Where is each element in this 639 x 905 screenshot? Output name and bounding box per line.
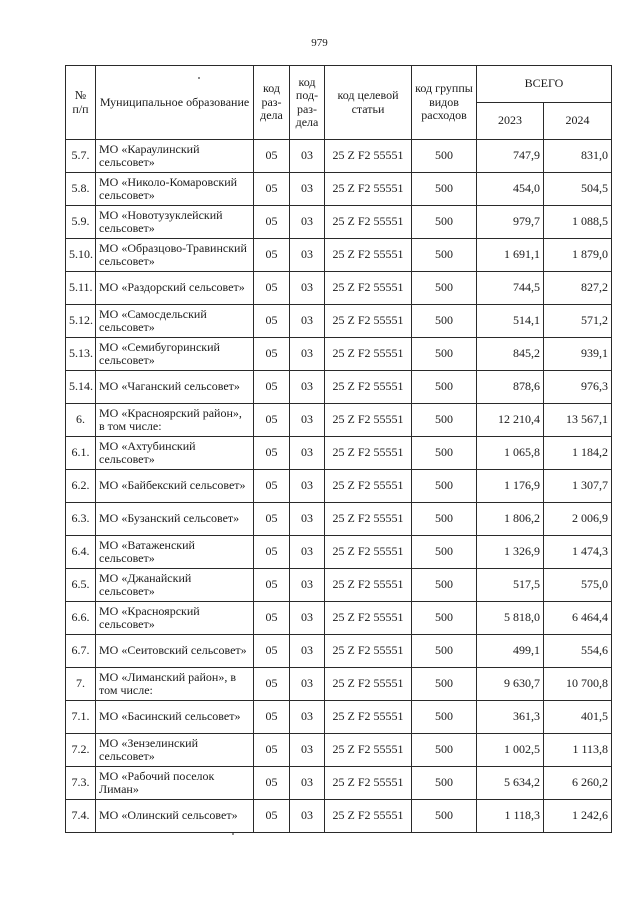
cell-municipality: МО «Раздорский сельсовет» [96, 272, 254, 305]
cell-municipality: МО «Ватаженский сельсовет» [96, 536, 254, 569]
cell-amount-2023: 517,5 [477, 569, 544, 602]
cell-num: 6.2. [66, 470, 96, 503]
cell-subsection: 03 [290, 338, 325, 371]
cell-section: 05 [254, 602, 290, 635]
cell-amount-2024: 554,6 [544, 635, 612, 668]
scan-speck [198, 77, 200, 79]
cell-subsection: 03 [290, 536, 325, 569]
table-row [66, 140, 612, 173]
cell-amount-2024: 1 474,3 [544, 536, 612, 569]
cell-section: 05 [254, 272, 290, 305]
cell-municipality: МО «Новотузуклейский сельсовет» [96, 206, 254, 239]
cell-municipality: МО «Басинский сельсовет» [96, 701, 254, 734]
cell-subsection: 03 [290, 602, 325, 635]
table-row [66, 305, 612, 338]
cell-target-article: 25 Z F2 55551 [325, 569, 412, 602]
cell-num: 6.1. [66, 437, 96, 470]
scan-speck [232, 833, 234, 835]
cell-municipality: МО «Красноярский сельсовет» [96, 602, 254, 635]
cell-num: 7.2. [66, 734, 96, 767]
table-row [66, 734, 612, 767]
cell-target-article: 25 Z F2 55551 [325, 602, 412, 635]
cell-amount-2023: 5 818,0 [477, 602, 544, 635]
table-row [66, 437, 612, 470]
cell-subsection: 03 [290, 305, 325, 338]
cell-amount-2023: 12 210,4 [477, 404, 544, 437]
cell-municipality: МО «Николо-Комаровский сельсовет» [96, 173, 254, 206]
cell-amount-2023: 979,7 [477, 206, 544, 239]
cell-subsection: 03 [290, 668, 325, 701]
cell-num: 5.13. [66, 338, 96, 371]
cell-expense-group: 500 [412, 206, 477, 239]
cell-amount-2023: 9 630,7 [477, 668, 544, 701]
cell-amount-2023: 845,2 [477, 338, 544, 371]
cell-num: 5.11. [66, 272, 96, 305]
cell-target-article: 25 Z F2 55551 [325, 635, 412, 668]
cell-section: 05 [254, 569, 290, 602]
cell-amount-2024: 504,5 [544, 173, 612, 206]
table-row [66, 503, 612, 536]
cell-section: 05 [254, 503, 290, 536]
cell-municipality: МО «Бузанский сельсовет» [96, 503, 254, 536]
cell-section: 05 [254, 173, 290, 206]
cell-municipality: МО «Образцово-Травинский сельсовет» [96, 239, 254, 272]
cell-expense-group: 500 [412, 569, 477, 602]
cell-section: 05 [254, 437, 290, 470]
cell-section: 05 [254, 305, 290, 338]
cell-municipality: МО «Самосдельский сельсовет» [96, 305, 254, 338]
cell-num: 5.14. [66, 371, 96, 404]
cell-amount-2023: 747,9 [477, 140, 544, 173]
cell-expense-group: 500 [412, 734, 477, 767]
cell-amount-2024: 1 113,8 [544, 734, 612, 767]
cell-expense-group: 500 [412, 701, 477, 734]
cell-municipality: МО «Сеитовский сельсовет» [96, 635, 254, 668]
table-row [66, 668, 612, 701]
cell-amount-2023: 1 176,9 [477, 470, 544, 503]
cell-subsection: 03 [290, 206, 325, 239]
cell-amount-2023: 1 118,3 [477, 800, 544, 833]
header-year-2023: 2023 [477, 103, 544, 140]
cell-expense-group: 500 [412, 668, 477, 701]
cell-section: 05 [254, 404, 290, 437]
cell-target-article: 25 Z F2 55551 [325, 503, 412, 536]
cell-municipality: МО «Ахтубинский сельсовет» [96, 437, 254, 470]
cell-municipality: МО «Семибугоринский сельсовет» [96, 338, 254, 371]
header-total: ВСЕГО [477, 66, 612, 103]
cell-expense-group: 500 [412, 173, 477, 206]
cell-amount-2023: 744,5 [477, 272, 544, 305]
cell-num: 5.9. [66, 206, 96, 239]
cell-amount-2024: 831,0 [544, 140, 612, 173]
cell-subsection: 03 [290, 239, 325, 272]
cell-target-article: 25 Z F2 55551 [325, 701, 412, 734]
cell-amount-2024: 1 184,2 [544, 437, 612, 470]
cell-target-article: 25 Z F2 55551 [325, 173, 412, 206]
cell-amount-2023: 361,3 [477, 701, 544, 734]
cell-target-article: 25 Z F2 55551 [325, 536, 412, 569]
cell-section: 05 [254, 470, 290, 503]
cell-expense-group: 500 [412, 305, 477, 338]
cell-num: 7.3. [66, 767, 96, 800]
cell-amount-2023: 878,6 [477, 371, 544, 404]
cell-subsection: 03 [290, 140, 325, 173]
cell-section: 05 [254, 140, 290, 173]
cell-expense-group: 500 [412, 536, 477, 569]
cell-expense-group: 500 [412, 404, 477, 437]
cell-amount-2023: 1 806,2 [477, 503, 544, 536]
table-row [66, 206, 612, 239]
cell-target-article: 25 Z F2 55551 [325, 338, 412, 371]
cell-section: 05 [254, 206, 290, 239]
cell-municipality: МО «Караулинский сельсовет» [96, 140, 254, 173]
table-row [66, 800, 612, 833]
cell-expense-group: 500 [412, 272, 477, 305]
cell-amount-2023: 454,0 [477, 173, 544, 206]
cell-num: 6.4. [66, 536, 96, 569]
cell-target-article: 25 Z F2 55551 [325, 668, 412, 701]
cell-amount-2024: 827,2 [544, 272, 612, 305]
cell-num: 7.4. [66, 800, 96, 833]
cell-subsection: 03 [290, 569, 325, 602]
cell-expense-group: 500 [412, 437, 477, 470]
table-row [66, 470, 612, 503]
cell-expense-group: 500 [412, 800, 477, 833]
cell-subsection: 03 [290, 371, 325, 404]
table-row [66, 404, 612, 437]
cell-section: 05 [254, 536, 290, 569]
cell-subsection: 03 [290, 767, 325, 800]
cell-num: 5.8. [66, 173, 96, 206]
table-row [66, 239, 612, 272]
cell-num: 6.7. [66, 635, 96, 668]
cell-municipality: МО «Рабочий поселок Лиман» [96, 767, 254, 800]
cell-target-article: 25 Z F2 55551 [325, 734, 412, 767]
cell-amount-2024: 6 260,2 [544, 767, 612, 800]
table-row [66, 536, 612, 569]
cell-expense-group: 500 [412, 602, 477, 635]
cell-subsection: 03 [290, 470, 325, 503]
table-row [66, 635, 612, 668]
cell-section: 05 [254, 338, 290, 371]
cell-municipality: МО «Чаганский сельсовет» [96, 371, 254, 404]
cell-amount-2024: 976,3 [544, 371, 612, 404]
cell-target-article: 25 Z F2 55551 [325, 767, 412, 800]
header-section: код раз-дела [254, 66, 290, 140]
table-row [66, 767, 612, 800]
cell-amount-2023: 5 634,2 [477, 767, 544, 800]
header-expense-group: код группы видов расходов [412, 66, 477, 140]
cell-section: 05 [254, 239, 290, 272]
cell-target-article: 25 Z F2 55551 [325, 206, 412, 239]
cell-subsection: 03 [290, 437, 325, 470]
cell-section: 05 [254, 701, 290, 734]
cell-expense-group: 500 [412, 371, 477, 404]
cell-amount-2024: 13 567,1 [544, 404, 612, 437]
cell-target-article: 25 Z F2 55551 [325, 272, 412, 305]
cell-amount-2023: 514,1 [477, 305, 544, 338]
cell-expense-group: 500 [412, 338, 477, 371]
cell-num: 7. [66, 668, 96, 701]
table-row [66, 338, 612, 371]
cell-expense-group: 500 [412, 239, 477, 272]
header-target-article: код целевой статьи [325, 66, 412, 140]
cell-expense-group: 500 [412, 470, 477, 503]
table-row [66, 272, 612, 305]
cell-municipality: МО «Красноярский район», в том числе: [96, 404, 254, 437]
cell-amount-2024: 1 088,5 [544, 206, 612, 239]
budget-table [65, 65, 612, 833]
page-number: 979 [311, 37, 328, 49]
cell-section: 05 [254, 635, 290, 668]
cell-subsection: 03 [290, 800, 325, 833]
cell-section: 05 [254, 371, 290, 404]
cell-municipality: МО «Зензелинский сельсовет» [96, 734, 254, 767]
table-row [66, 602, 612, 635]
cell-amount-2023: 1 691,1 [477, 239, 544, 272]
header-municipality: Муниципальное образование [96, 66, 254, 140]
table-body [66, 140, 612, 833]
cell-subsection: 03 [290, 701, 325, 734]
cell-amount-2024: 1 879,0 [544, 239, 612, 272]
cell-section: 05 [254, 800, 290, 833]
cell-target-article: 25 Z F2 55551 [325, 437, 412, 470]
cell-num: 6.6. [66, 602, 96, 635]
cell-num: 6.3. [66, 503, 96, 536]
cell-section: 05 [254, 767, 290, 800]
cell-amount-2024: 939,1 [544, 338, 612, 371]
cell-amount-2023: 499,1 [477, 635, 544, 668]
cell-municipality: МО «Лиманский район», в том числе: [96, 668, 254, 701]
cell-section: 05 [254, 734, 290, 767]
cell-subsection: 03 [290, 173, 325, 206]
cell-expense-group: 500 [412, 503, 477, 536]
cell-num: 5.7. [66, 140, 96, 173]
table-row [66, 569, 612, 602]
table-header [66, 66, 612, 140]
cell-municipality: МО «Байбекский сельсовет» [96, 470, 254, 503]
cell-target-article: 25 Z F2 55551 [325, 470, 412, 503]
header-num: № п/п [66, 66, 96, 140]
cell-subsection: 03 [290, 734, 325, 767]
cell-section: 05 [254, 668, 290, 701]
cell-amount-2024: 2 006,9 [544, 503, 612, 536]
header-subsection: код под-раз-дела [290, 66, 325, 140]
cell-target-article: 25 Z F2 55551 [325, 371, 412, 404]
cell-target-article: 25 Z F2 55551 [325, 404, 412, 437]
cell-amount-2024: 1 242,6 [544, 800, 612, 833]
cell-num: 6.5. [66, 569, 96, 602]
cell-num: 5.12. [66, 305, 96, 338]
cell-municipality: МО «Джанайский сельсовет» [96, 569, 254, 602]
cell-amount-2024: 6 464,4 [544, 602, 612, 635]
cell-amount-2023: 1 002,5 [477, 734, 544, 767]
cell-subsection: 03 [290, 635, 325, 668]
cell-target-article: 25 Z F2 55551 [325, 140, 412, 173]
cell-amount-2024: 1 307,7 [544, 470, 612, 503]
cell-expense-group: 500 [412, 635, 477, 668]
cell-expense-group: 500 [412, 140, 477, 173]
cell-amount-2024: 575,0 [544, 569, 612, 602]
cell-municipality: МО «Олинский сельсовет» [96, 800, 254, 833]
table-row [66, 701, 612, 734]
cell-amount-2023: 1 065,8 [477, 437, 544, 470]
cell-amount-2024: 10 700,8 [544, 668, 612, 701]
table-row [66, 173, 612, 206]
cell-target-article: 25 Z F2 55551 [325, 305, 412, 338]
cell-target-article: 25 Z F2 55551 [325, 800, 412, 833]
cell-num: 6. [66, 404, 96, 437]
header-year-2024: 2024 [544, 103, 612, 140]
cell-target-article: 25 Z F2 55551 [325, 239, 412, 272]
cell-amount-2024: 571,2 [544, 305, 612, 338]
cell-subsection: 03 [290, 404, 325, 437]
table-row [66, 371, 612, 404]
cell-expense-group: 500 [412, 767, 477, 800]
cell-amount-2023: 1 326,9 [477, 536, 544, 569]
cell-amount-2024: 401,5 [544, 701, 612, 734]
cell-num: 5.10. [66, 239, 96, 272]
cell-subsection: 03 [290, 272, 325, 305]
cell-subsection: 03 [290, 503, 325, 536]
cell-num: 7.1. [66, 701, 96, 734]
